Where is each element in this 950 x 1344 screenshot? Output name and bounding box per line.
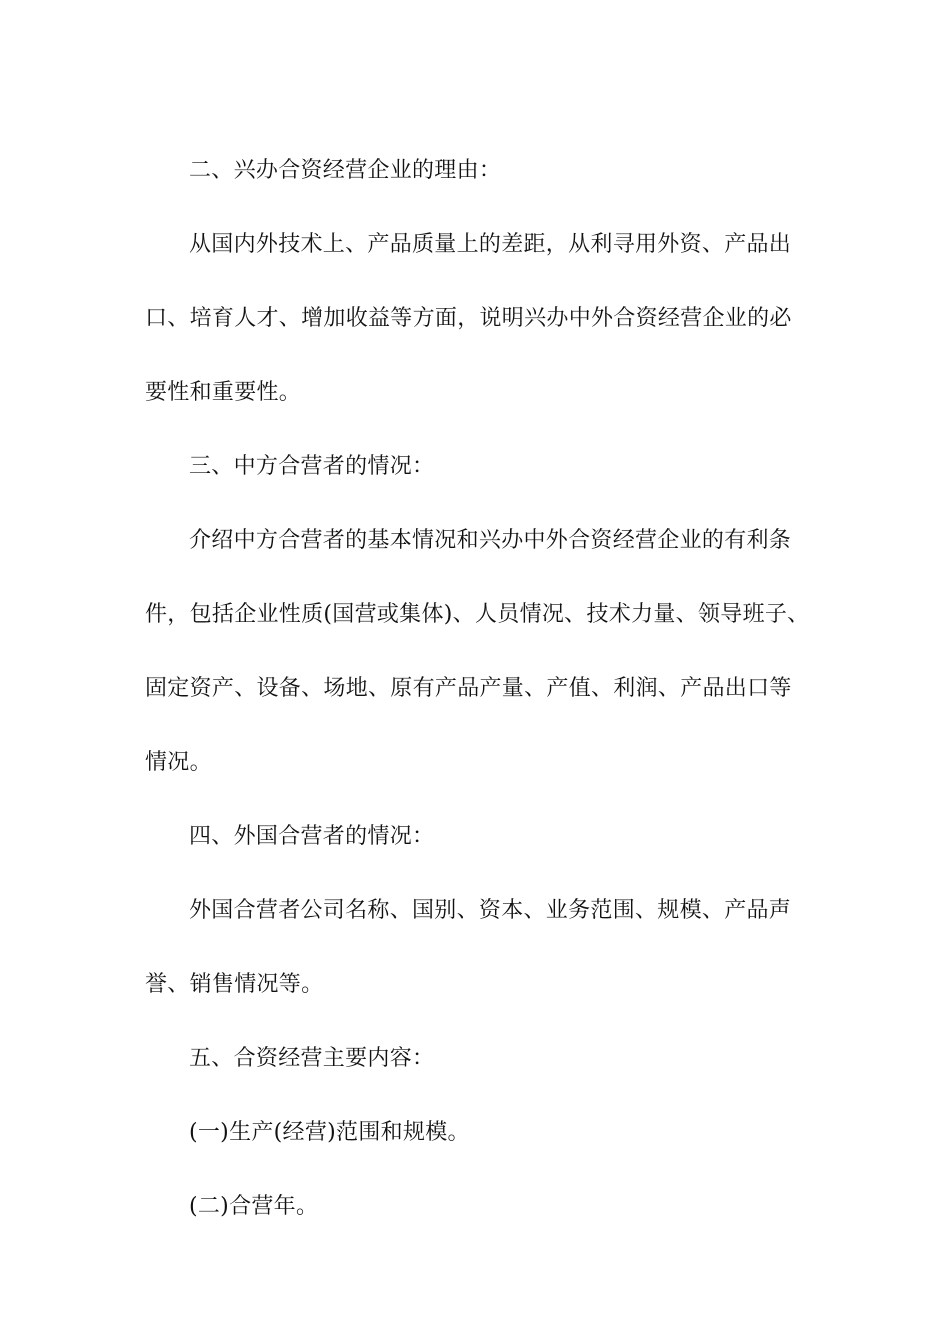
text-line: 固定资产、设备、场地、原有产品产量、产值、利润、产品出口等 bbox=[145, 676, 792, 701]
paragraph-reasons-body bbox=[145, 208, 825, 430]
list-item-scope bbox=[145, 1096, 825, 1170]
text-line: 件，包括企业性质(国营或集体)、人员情况、技术力量、领导班子、 bbox=[145, 602, 810, 627]
text-line: 五、合资经营主要内容： bbox=[189, 1046, 435, 1071]
text-line: 口、培育人才、增加收益等方面，说明兴办中外合资经营企业的必 bbox=[145, 306, 792, 331]
section-heading-chinese-party bbox=[145, 430, 825, 504]
text-line: 四、外国合营者的情况： bbox=[189, 824, 435, 849]
document-page bbox=[145, 134, 825, 1244]
text-line: 情况。 bbox=[145, 750, 212, 775]
text-line: 外国合营者公司名称、国别、资本、业务范围、规模、产品声 bbox=[189, 898, 792, 923]
section-heading-main-content bbox=[145, 1022, 825, 1096]
text-line: 二、兴办合资经营企业的理由： bbox=[189, 158, 502, 183]
text-line: (一)生产(经营)范围和规模。 bbox=[189, 1120, 470, 1145]
section-heading-foreign-party bbox=[145, 800, 825, 874]
text-line: 誉、销售情况等。 bbox=[145, 972, 324, 997]
paragraph-foreign-party-body bbox=[145, 874, 825, 1022]
section-heading-reasons bbox=[145, 134, 825, 208]
text-line: 从国内外技术上、产品质量上的差距，从利寻用外资、产品出 bbox=[189, 232, 792, 257]
text-line: 要性和重要性。 bbox=[145, 380, 302, 405]
text-line: (二)合营年。 bbox=[189, 1194, 319, 1219]
text-line: 三、中方合营者的情况： bbox=[189, 454, 435, 479]
text-line: 介绍中方合营者的基本情况和兴办中外合资经营企业的有利条 bbox=[189, 528, 792, 553]
paragraph-chinese-party-body bbox=[145, 504, 825, 800]
list-item-term bbox=[145, 1170, 825, 1244]
